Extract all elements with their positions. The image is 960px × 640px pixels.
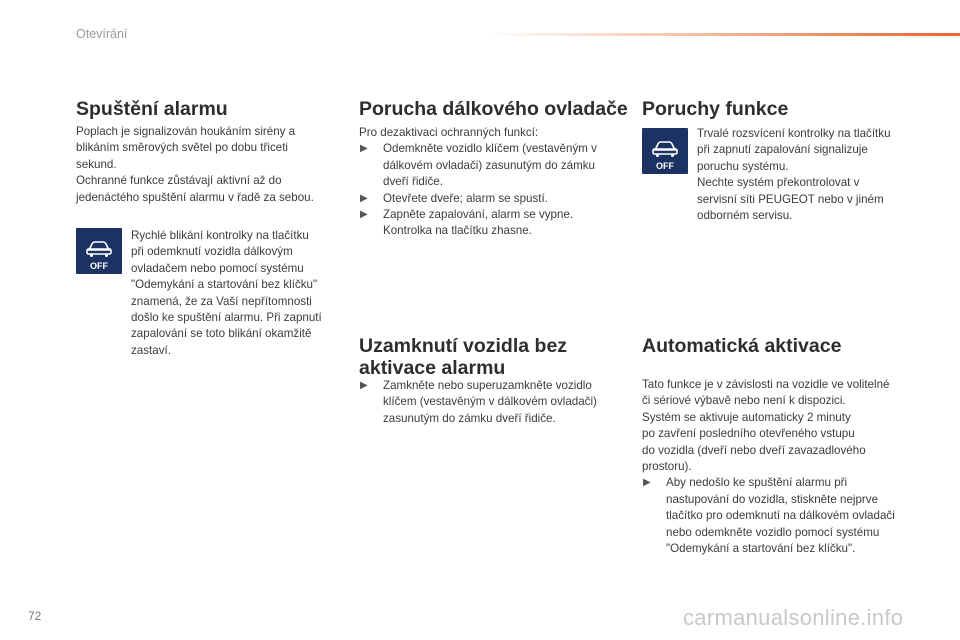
bullet-arrow-icon: ▶ [360, 209, 368, 221]
text-line: při odemknutí vozidla dálkovým [131, 245, 293, 259]
page-number: 72 [28, 609, 42, 623]
text-line: Tato funkce je v závislosti na vozidle ve volitelné [642, 378, 890, 391]
text-line: Zamkněte nebo superuzamkněte vozidlo [383, 379, 592, 392]
remote-failure-body [359, 125, 624, 240]
text-line: blikáním směrových světel po dobu třiceti [76, 141, 288, 155]
alarm-trigger-icon-text [131, 228, 351, 359]
text-line: poruchu systému. [697, 159, 789, 173]
bullet-arrow-icon: ▶ [360, 380, 368, 391]
malfunction-body [697, 126, 917, 224]
text-line: odborném servisu. [697, 209, 793, 223]
section-title-auto-activation: Automatická aktivace [642, 335, 842, 357]
section-title-malfunction: Poruchy funkce [642, 98, 789, 120]
car-lock-icon [642, 128, 688, 174]
text-line: tlačítko pro odemknutí na dálkovém ovladači [666, 509, 895, 523]
section-title-alarm-trigger: Spuštění alarmu [76, 98, 228, 120]
text-line: dálkovém ovladači) zasunutým do zámku [383, 158, 596, 172]
text-line: zasunutým do zámku dveří řidiče. [383, 411, 556, 425]
text-line: Systém se aktivuje automaticky 2 minuty [642, 410, 851, 424]
list-item [359, 191, 624, 207]
text-line: Zapněte zapalování, alarm se vypne. [383, 208, 574, 222]
text-line: Kontrolka na tlačítku zhasne. [383, 224, 532, 238]
text-line: do vozidla (dveří nebo dveří zavazadlového [642, 443, 866, 457]
text-line: "Odemykání a startování bez klíčku" [131, 278, 318, 292]
text-line: servisní síti PEUGEOT nebo v jiném [697, 192, 884, 206]
list-item [359, 141, 624, 190]
text-line: Poplach je signalizován houkáním sirény a [76, 125, 296, 138]
text-line: Nechte systém překontrolovat v [697, 176, 860, 190]
off-icon-label: OFF [656, 161, 674, 171]
off-icon-label: OFF [90, 261, 108, 271]
chapter-title: Otevírání [76, 27, 128, 41]
title-line: Uzamknutí vozidla bez [359, 335, 568, 357]
bullet-arrow-icon: ▶ [360, 192, 368, 204]
text-line: Otevřete dveře; alarm se spustí. [383, 191, 548, 205]
text-line: "Odemykání a startování bez klíčku". [666, 542, 856, 556]
text-line: ovladačem nebo pomocí systému [131, 261, 304, 275]
text-line: po zavření posledního otevřeného vstupu [642, 427, 855, 441]
bullet-arrow-icon: ▶ [360, 143, 368, 155]
watermark: carmanualsonline.info [683, 605, 904, 630]
lock-without-alarm-body [359, 378, 624, 427]
text-line: dveří řidiče. [383, 175, 443, 189]
section-title-lock-without-alarm [359, 335, 567, 379]
list-item [642, 475, 932, 557]
text-line: Aby nedošlo ke spuštění alarmu při [666, 476, 848, 490]
alarm-off-icon [76, 228, 122, 274]
text-line: znamená, že za Vaší nepřítomnosti [131, 294, 312, 308]
text-line: Odemkněte vozidlo klíčem (vestavěným v [383, 142, 597, 156]
auto-activation-body [642, 377, 932, 557]
list-item [359, 378, 624, 427]
text-line: klíčem (vestavěným v dálkovém ovladači) [383, 395, 597, 409]
list-item [359, 207, 624, 240]
text-line: jedenáctého spuštění alarmu v řadě za sebou. [76, 190, 314, 204]
malfunction-off-icon [642, 128, 688, 174]
header-accent-bar [486, 33, 960, 36]
bullet-arrow-icon: ▶ [643, 477, 651, 489]
text-line: došlo ke spuštění alarmu. Při zapnutí [131, 311, 322, 325]
text-line: zapalování se toto blikání okamžitě [131, 327, 312, 341]
text-line: Pro dezaktivaci ochranných funkcí: [359, 126, 539, 139]
text-line: nastupování do vozidla, stiskněte nejprve [666, 492, 879, 506]
text-line: zastaví. [131, 343, 171, 357]
text-line: Trvalé rozsvícení kontrolky na tlačítku [697, 127, 891, 140]
text-line: při zapnutí zapalování signalizuje [697, 143, 868, 157]
alarm-trigger-paragraph-1 [76, 124, 346, 206]
text-line: sekund. [76, 157, 117, 171]
text-line: či sériové výbavě nebo není k dispozici. [642, 394, 846, 408]
text-line: prostoru). [642, 460, 692, 474]
text-line: Rychlé blikání kontrolky na tlačítku [131, 229, 309, 242]
car-lock-icon [76, 228, 122, 274]
section-title-remote-failure: Porucha dálkového ovladače [359, 98, 628, 120]
title-line: aktivace alarmu [359, 357, 506, 379]
text-line: nebo odemkněte vozidlo pomocí systému [666, 525, 880, 539]
text-line: Ochranné funkce zůstávají aktivní až do [76, 174, 282, 188]
